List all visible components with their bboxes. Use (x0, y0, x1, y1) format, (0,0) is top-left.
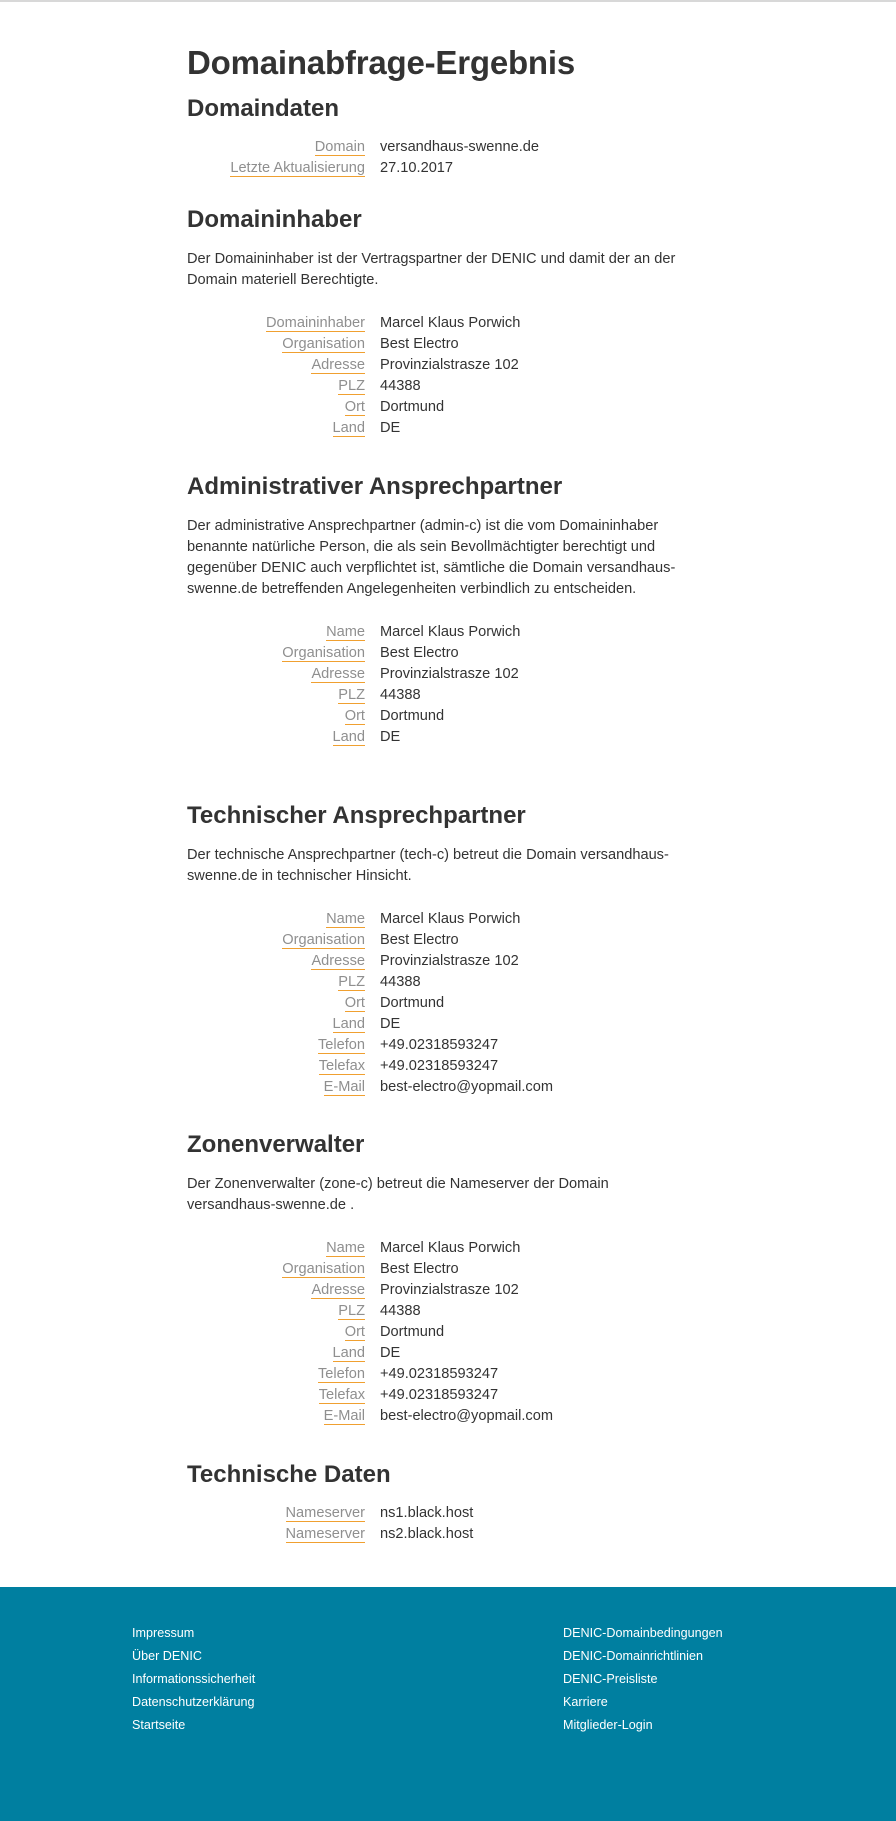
field-label: Adresse (311, 953, 365, 969)
footer-link-domainrichtlinien[interactable]: DENIC-Domainrichtlinien (563, 1649, 703, 1663)
data-list (187, 139, 539, 181)
section-heading: Technische Daten (187, 1461, 391, 1488)
data-list (187, 1240, 553, 1429)
data-row (187, 1037, 553, 1058)
data-row (187, 357, 520, 378)
data-row (187, 1526, 473, 1547)
data-row (187, 1261, 553, 1282)
field-value: Provinzialstrasze 102 (380, 666, 519, 682)
data-row (187, 1408, 553, 1429)
site-footer (0, 1587, 896, 1821)
field-label: Nameserver (285, 1505, 365, 1521)
section-technische-daten (187, 1460, 707, 1547)
data-list (187, 624, 520, 750)
field-value: Best Electro (380, 932, 459, 948)
top-border (0, 0, 896, 2)
field-label: PLZ (338, 378, 365, 394)
data-row (187, 1366, 553, 1387)
field-value: DE (380, 420, 401, 436)
section-description: Der Zonenverwalter (zone-c) betreut die Nameserver der Domain versandhaus-swenne.de . (187, 1176, 609, 1213)
section-description: Der technische Ansprechpartner (tech-c) betreut die Domain versandhaus-swenne.de in technischer Hinsicht. (187, 847, 669, 884)
data-row (187, 1345, 553, 1366)
field-label: Ort (344, 708, 365, 724)
field-label: Domain (314, 139, 365, 155)
field-value: Marcel Klaus Porwich (380, 315, 521, 331)
field-label: PLZ (338, 1303, 365, 1319)
field-label: Land (332, 1345, 365, 1361)
field-label: Organisation (282, 932, 365, 948)
field-label: Ort (344, 1324, 365, 1340)
field-label: Adresse (311, 1282, 365, 1298)
field-value: 44388 (380, 687, 421, 703)
field-value: Best Electro (380, 645, 459, 661)
field-value: Marcel Klaus Porwich (380, 624, 521, 640)
field-label: PLZ (338, 974, 365, 990)
data-row (187, 953, 553, 974)
data-row (187, 729, 520, 750)
data-row (187, 1079, 553, 1100)
field-label: Telefon (317, 1366, 365, 1382)
field-value: ns2.black.host (380, 1526, 474, 1542)
data-row (187, 399, 520, 420)
field-value: Dortmund (380, 399, 445, 415)
field-label: Telefax (318, 1387, 365, 1403)
data-row (187, 995, 553, 1016)
field-label: Organisation (282, 645, 365, 661)
data-row (187, 315, 520, 336)
field-value: 44388 (380, 1303, 421, 1319)
section-heading: Zonenverwalter (187, 1131, 365, 1158)
field-label: Organisation (282, 336, 365, 352)
footer-link-datenschutz[interactable]: Datenschutzerklärung (132, 1695, 255, 1709)
field-value: 44388 (380, 378, 421, 394)
field-value: best-electro@yopmail.com (380, 1079, 553, 1095)
field-value: Best Electro (380, 1261, 459, 1277)
field-value: Best Electro (380, 336, 459, 352)
data-row (187, 1387, 553, 1408)
field-label: Name (326, 1240, 365, 1256)
data-row (187, 624, 520, 645)
footer-link-karriere[interactable]: Karriere (563, 1695, 608, 1709)
data-row (187, 1282, 553, 1303)
field-value: 44388 (380, 974, 421, 990)
field-value: +49.02318593247 (380, 1387, 499, 1403)
section-zone-c (187, 1130, 707, 1429)
data-row (187, 160, 539, 181)
data-row (187, 687, 520, 708)
data-row (187, 911, 553, 932)
footer-link-mitglieder-login[interactable]: Mitglieder-Login (563, 1718, 653, 1732)
field-value: Marcel Klaus Porwich (380, 911, 521, 927)
field-label: Telefax (318, 1058, 365, 1074)
data-row (187, 378, 520, 399)
field-label: Domaininhaber (266, 315, 365, 331)
field-label: E-Mail (323, 1408, 365, 1424)
field-value: versandhaus-swenne.de (380, 139, 540, 155)
section-tech-c (187, 801, 707, 1100)
field-label: Nameserver (285, 1526, 365, 1542)
section-description: Der Domaininhaber ist der Vertragspartner der DENIC und damit der an der Domain materiell Berechtigte. (187, 251, 676, 288)
footer-link-startseite[interactable]: Startseite (132, 1718, 186, 1732)
field-value: best-electro@yopmail.com (380, 1408, 553, 1424)
section-description: Der administrative Ansprechpartner (admin-c) ist die vom Domaininhaber benannte natürliche Person, die als sein Bevollmächtigter berechtigt und gegenüber DENIC auch verpflichtet ist, sämtliche die Domain versandhaus-swenne.de betreffenden Angelegenheiten verbindlich zu entscheiden. (187, 518, 676, 597)
data-row (187, 1016, 553, 1037)
data-row (187, 1303, 553, 1324)
footer-link-preisliste[interactable]: DENIC-Preisliste (563, 1672, 658, 1686)
data-row (187, 336, 520, 357)
field-value: Dortmund (380, 708, 445, 724)
field-value: DE (380, 1345, 401, 1361)
section-admin-c (187, 472, 707, 750)
field-label: Letzte Aktualisierung (230, 160, 365, 176)
footer-link-domainbedingungen[interactable]: DENIC-Domainbedingungen (563, 1626, 723, 1640)
field-label: Land (332, 420, 365, 436)
footer-link-impressum[interactable]: Impressum (132, 1626, 195, 1640)
section-domaindaten (187, 94, 707, 181)
data-row (187, 1324, 553, 1345)
field-label: E-Mail (323, 1079, 365, 1095)
section-domaininhaber (187, 205, 707, 441)
field-value: DE (380, 1016, 401, 1032)
field-label: Ort (344, 995, 365, 1011)
section-heading: Technischer Ansprechpartner (187, 802, 526, 829)
data-row (187, 645, 520, 666)
data-list (187, 911, 553, 1100)
data-list (187, 1505, 473, 1547)
field-value: Provinzialstrasze 102 (380, 953, 519, 969)
field-value: Provinzialstrasze 102 (380, 357, 519, 373)
field-value: +49.02318593247 (380, 1058, 499, 1074)
data-row (187, 1240, 553, 1261)
field-label: Name (326, 911, 365, 927)
footer-links-left (132, 1622, 255, 1737)
section-heading: Administrativer Ansprechpartner (187, 473, 563, 500)
field-value: 27.10.2017 (380, 160, 454, 176)
data-row (187, 139, 539, 160)
field-value: Dortmund (380, 1324, 445, 1340)
section-heading: Domaindaten (187, 95, 340, 122)
field-label: Ort (344, 399, 365, 415)
field-label: Adresse (311, 666, 365, 682)
field-label: Adresse (311, 357, 365, 373)
field-label: Land (332, 1016, 365, 1032)
field-label: Organisation (282, 1261, 365, 1277)
footer-link-ueber-denic[interactable]: Über DENIC (132, 1649, 202, 1663)
data-row (187, 974, 553, 995)
field-value: Dortmund (380, 995, 445, 1011)
field-value: Provinzialstrasze 102 (380, 1282, 519, 1298)
field-value: +49.02318593247 (380, 1037, 499, 1053)
field-value: DE (380, 729, 401, 745)
section-heading: Domaininhaber (187, 206, 362, 233)
data-row (187, 420, 520, 441)
data-row (187, 708, 520, 729)
field-value: Marcel Klaus Porwich (380, 1240, 521, 1256)
footer-link-informationssicherheit[interactable]: Informationssicherheit (132, 1672, 256, 1686)
footer-links-right (563, 1622, 723, 1737)
field-label: PLZ (338, 687, 365, 703)
data-row (187, 1505, 473, 1526)
data-row (187, 666, 520, 687)
field-label: Telefon (317, 1037, 365, 1053)
field-value: ns1.black.host (380, 1505, 474, 1521)
field-label: Land (332, 729, 365, 745)
page-title: Domainabfrage-Ergebnis (187, 44, 576, 81)
data-list (187, 315, 520, 441)
data-row (187, 932, 553, 953)
data-row (187, 1058, 553, 1079)
field-value: +49.02318593247 (380, 1366, 499, 1382)
field-label: Name (326, 624, 365, 640)
